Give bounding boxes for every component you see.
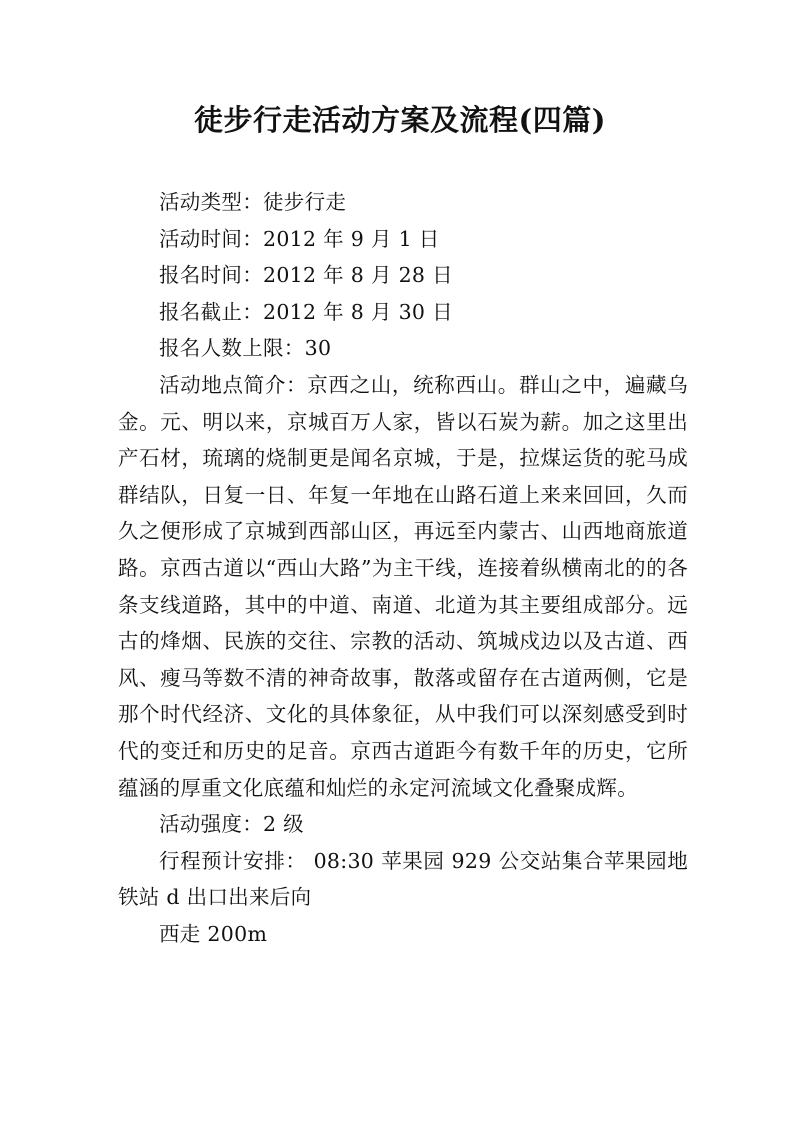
registration-limit: 报名人数上限：30 [159, 336, 332, 361]
document-title: 徒步行走活动方案及流程(四篇) [194, 103, 606, 137]
activity-time: 活动时间：2012 年 9 月 1 日 [159, 226, 440, 251]
itinerary: 行程预计安排： 08:30 苹果园 929 公交站集合苹果园地铁站 d 出口出来后向 [118, 848, 688, 910]
registration-time: 报名时间：2012 年 8 月 28 日 [159, 263, 453, 288]
itinerary-continued: 西走 200m [159, 921, 268, 946]
registration-deadline: 报名截止：2012 年 8 月 30 日 [159, 299, 453, 324]
activity-type: 活动类型：徒步行走 [159, 190, 347, 214]
activity-intensity: 活动强度：2 级 [159, 812, 304, 837]
location-intro: 活动地点简介：京西之山，统称西山。群山之中，遍藏乌金。元、明以来，京城百万人家，皆以石炭为薪。加之这里出产石材，琉璃的烧制更是闻名京城，于是，拉煤运货的驼马成群结队，日复一日、年复一年地在山路石道上来来回回，久而久之便形成了京城到西部山区，再远至内蒙古、山西地商旅道路。京西古道以“西山大路”为主干线，连接着纵横南北的的各条支线道路，其中的中道、南道、北道为其主要组成部分。远古的烽烟、民族的交往、宗教的活动、筑城戍边以及古道、西风、瘦马等数不清的神奇故事，散落或留存在古道两侧，它是那个时代经济、文化的具体象征，从中我们可以深刻感受到时代的变迁和历史的足音。京西古道距今有数千年的历史，它所蕴涵的厚重文化底蕴和灿烂的永定河流域文化叠聚成辉。 [118, 372, 688, 800]
document-body [118, 184, 688, 952]
